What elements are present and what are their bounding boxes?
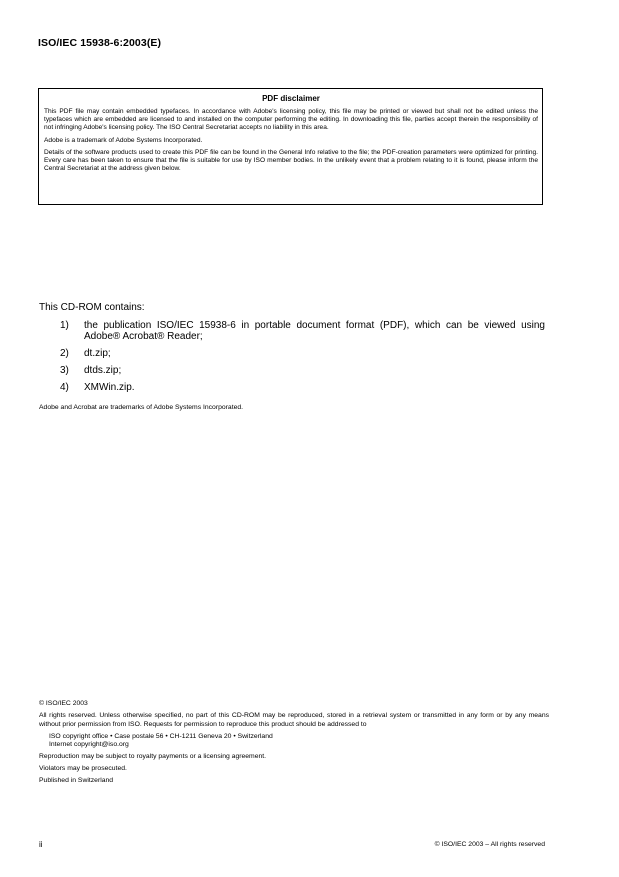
disclaimer-paragraph-details: Details of the software products used to create this PDF file can be found in the General Info relative to the file; the PDF-creation parameters were optimized for printing. Every care has been taken to ensure that the file is suitable for use by ISO member bodies. In the unlikely event that a problem relating to it is found, please inform the Central Secretariat at the address given below. <box>44 148 538 173</box>
list-item <box>60 365 545 376</box>
list-item-number: 2) <box>60 348 69 359</box>
copyright-internet: Internet copyright@iso.org <box>49 741 129 748</box>
list-item-number: 1) <box>60 320 69 331</box>
page-number: ii <box>39 840 43 849</box>
rights-statement: All rights reserved. Unless otherwise specified, no part of this CD-ROM may be reproduced, stored in a retrieval system or transmitted in any form or by any means without prior permission from ISO. Requests for permission to reproduce this product should be addressed to <box>39 712 549 728</box>
trademark-note: Adobe and Acrobat are trademarks of Adobe Systems Incorporated. <box>39 404 244 411</box>
cdrom-intro: This CD-ROM contains: <box>39 302 145 313</box>
pdf-disclaimer-box <box>38 88 543 205</box>
disclaimer-paragraph-trademark: Adobe is a trademark of Adobe Systems Incorporated. <box>44 136 203 144</box>
list-item-text: XMWin.zip. <box>84 382 135 393</box>
list-item <box>60 348 545 359</box>
list-item-text: dtds.zip; <box>84 365 122 376</box>
list-item-text: the publication ISO/IEC 15938-6 in portable document format (PDF), which can be viewed using Adobe® Acrobat® Reader; <box>84 320 545 342</box>
list-item-number: 4) <box>60 382 69 393</box>
footer-rights: © ISO/IEC 2003 – All rights reserved <box>434 841 545 848</box>
disclaimer-paragraph-licensing: This PDF file may contain embedded typefaces. In accordance with Adobe's licensing policy, this file may be printed or viewed but shall not be edited unless the typefaces which are embedded are licensed to and installed on the computer performing the editing. In downloading this file, parties accept therein the responsibility of not infringing Adobe's licensing policy. The ISO Central Secretariat accepts no liability in this area. <box>44 108 538 132</box>
published-note: Published in Switzerland <box>39 777 114 784</box>
list-item-text: dt.zip; <box>84 348 111 359</box>
list-item-number: 3) <box>60 365 69 376</box>
copyright-block <box>39 700 549 789</box>
copyright-notice: © ISO/IEC 2003 <box>39 700 88 707</box>
violators-note: Violators may be prosecuted. <box>39 765 127 772</box>
disclaimer-title: PDF disclaimer <box>262 94 320 103</box>
list-item <box>60 320 545 342</box>
document-id: ISO/IEC 15938-6:2003(E) <box>38 37 162 49</box>
cdrom-contents-list <box>60 320 545 399</box>
royalty-note: Reproduction may be subject to royalty payments or a licensing agreement. <box>39 753 267 760</box>
list-item <box>60 382 545 393</box>
copyright-office-address: ISO copyright office • Case postale 56 • CH-1211 Geneva 20 • Switzerland <box>49 732 273 740</box>
